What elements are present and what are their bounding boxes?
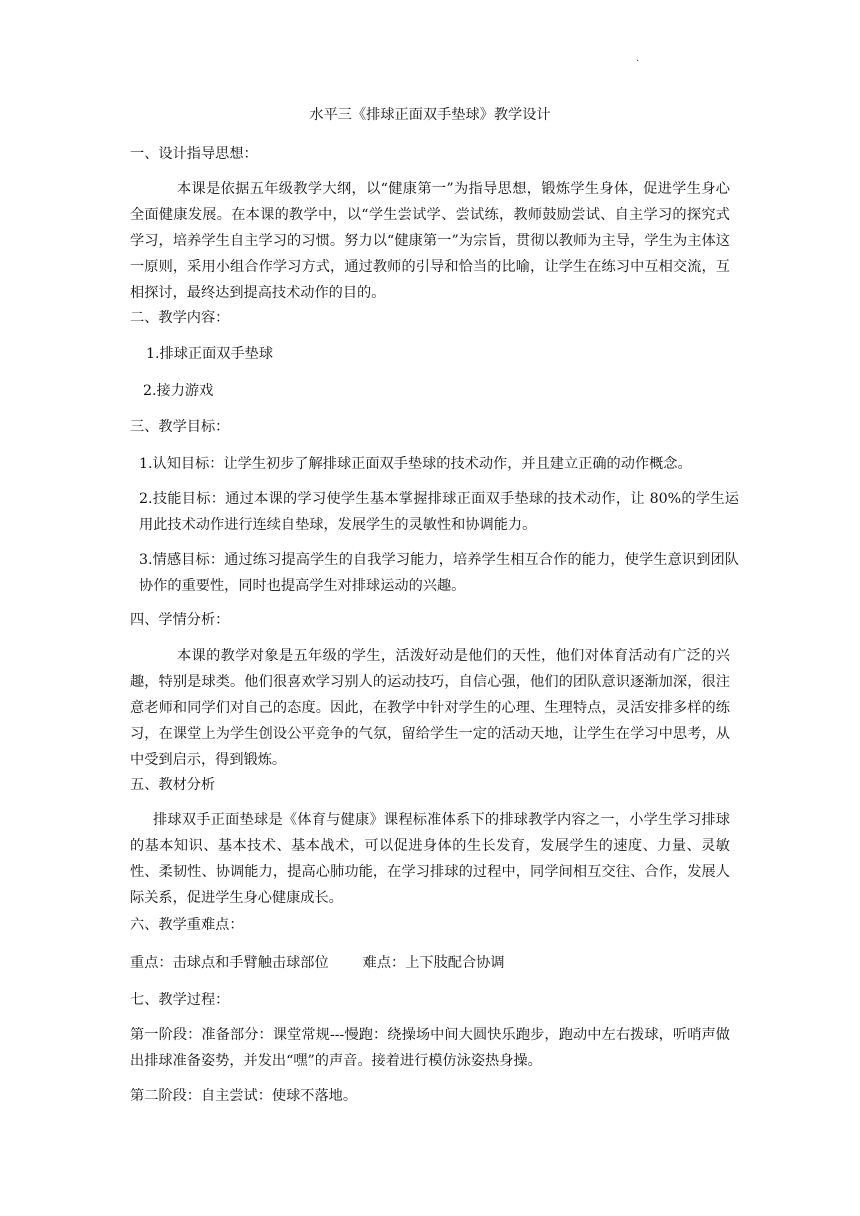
page-dot-mark: · (636, 56, 640, 67)
section-7-stage-2: 第二阶段：自主尝试：使球不落地。 (130, 1088, 358, 1104)
section-3-heading: 三、教学目标： (130, 419, 230, 435)
section-2-item-2: 2.接力游戏 (143, 383, 214, 399)
key-point-text: 重点：击球点和手臂触击球部位 (130, 955, 329, 971)
section-1-paragraph: 本课是依据五年级教学大纲，以“健康第一”为指导思想，锻炼学生身体，促进学生身心全面健康发展。在本课的教学中，以“学生尝试学、尝试练，教师鼓励尝试、自主学习的探究式学习，培养学生自主学习的习惯。努力以“健康第一”为宗旨，贯彻以教师为主导，学生为主体这一原则，采用小组合作学习方式，通过教师的引导和恰当的比喻，让学生在练习中互相交流，互相探讨，最终达到提高技术动作的目的。 (130, 181, 730, 301)
section-3-goal-3: 3.情感目标：通过练习提高学生的自我学习能力，培养学生相互合作的能力，使学生意识到团队协作的重要性，同时也提高学生对排球运动的兴趣。 (139, 552, 739, 594)
section-5-heading: 五、教材分析 (130, 777, 216, 793)
section-2-item-1: 1.排球正面双手垫球 (146, 346, 274, 362)
section-4-heading: 四、学情分析： (130, 612, 230, 628)
section-5-paragraph: 排球双手正面垫球是《体育与健康》课程标准体系下的排球教学内容之一，小学生学习排球的基本知识、基本技术、基本战术，可以促进身体的生长发育，发展学生的速度、力量、灵敏性、柔韧性、协调能力，提高心肺功能，在学习排球的过程中，同学间相互交往、合作，发展人际关系，促进学生身心健康成长。 (130, 812, 730, 906)
section-4-paragraph: 本课的教学对象是五年级的学生，活泼好动是他们的天性，他们对体育活动有广泛的兴趣，特别是球类。他们很喜欢学习别人的运动技巧，自信心强，他们的团队意识逐渐加深，很注意老师和同学们对自己的态度。因此，在教学中针对学生的心理、生理特点，灵活安排多样的练习，在课堂上为学生创设公平竞争的气氛，留给学生一定的活动天地，让学生在学习中思考，从中受到启示，得到锻炼。 (130, 648, 730, 768)
difficulty-text: 难点：上下肢配合协调 (362, 955, 505, 971)
section-6-heading: 六、教学重难点： (130, 917, 244, 933)
section-3-goal-1: 1.认知目标：让学生初步了解排球正面双手垫球的技术动作，并且建立正确的动作概念。 (139, 456, 692, 472)
section-6-key-points (130, 950, 730, 976)
section-2-heading: 二、教学内容： (130, 310, 230, 326)
document-title: 水平三《排球正面双手垫球》教学设计 (309, 107, 551, 123)
section-7-heading: 七、教学过程： (130, 992, 230, 1008)
section-7-stage-1: 第一阶段：准备部分：课堂常规---慢跑：绕操场中间大圆快乐跑步，跑动中左右拨球，听哨声做出排球准备姿势，并发出“嘿”的声音。接着进行模仿泳姿热身操。 (130, 1027, 730, 1069)
section-3-goal-2: 2.技能目标：通过本课的学习使学生基本掌握排球正面双手垫球的技术动作，让 80%的学生运用此技术动作进行连续自垫球，发展学生的灵敏性和协调能力。 (139, 491, 739, 533)
section-1-heading: 一、设计指导思想： (130, 146, 258, 162)
